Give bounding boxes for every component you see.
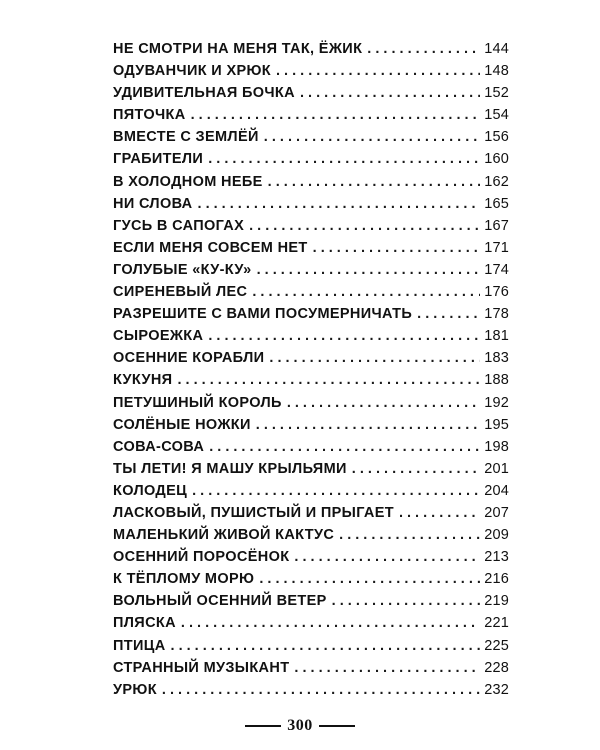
toc-entry [113, 417, 509, 439]
toc-entry-title: УДИВИТЕЛЬНАЯ БОЧКА [113, 85, 295, 102]
dot-leader [259, 571, 480, 587]
toc-entry [113, 240, 509, 262]
toc-entry-title: СОЛЁНЫЕ НОЖКИ [113, 416, 251, 433]
toc-entry [113, 615, 509, 637]
toc-entry-page: 195 [484, 416, 509, 433]
dot-leader [417, 306, 480, 322]
toc-entry-page: 183 [484, 350, 509, 367]
toc-entry [113, 638, 509, 660]
toc-entry [113, 593, 509, 615]
toc-entry-title: УРЮК [113, 681, 157, 698]
toc-entry [113, 505, 509, 527]
dot-leader [339, 527, 480, 543]
dot-leader [276, 63, 480, 79]
page-number: 300 [287, 717, 313, 734]
dot-leader [192, 483, 480, 499]
toc-entry-page: 167 [484, 217, 509, 234]
page-footer [0, 717, 600, 735]
toc-entry-title: ТЫ ЛЕТИ! Я МАШУ КРЫЛЬЯМИ [113, 460, 347, 477]
toc-entry-page: 201 [484, 460, 509, 477]
toc-entry-title: В ХОЛОДНОМ НЕБЕ [113, 173, 263, 190]
toc-entry-title: ОСЕННИЕ КОРАБЛИ [113, 350, 265, 367]
toc-entry [113, 549, 509, 571]
toc-entry [113, 63, 509, 85]
toc-entry [113, 571, 509, 593]
dot-leader [313, 240, 481, 256]
dot-leader [352, 461, 480, 477]
dot-leader [367, 41, 480, 57]
dot-leader [287, 395, 480, 411]
toc-entry-page: 152 [484, 85, 509, 102]
toc-entry-page: 232 [484, 681, 509, 698]
dot-leader [177, 372, 480, 388]
toc-entry-title: ПТИЦА [113, 637, 166, 654]
toc-entry [113, 461, 509, 483]
toc-entry-page: 221 [484, 615, 509, 632]
toc-entry-page: 198 [484, 438, 509, 455]
toc-entry-title: СОВА-СОВА [113, 438, 205, 455]
toc-entry [113, 107, 509, 129]
dot-leader [252, 284, 480, 300]
toc-entry-title: ЕСЛИ МЕНЯ СОВСЕМ НЕТ [113, 239, 308, 256]
toc-entry-page: 225 [484, 637, 509, 654]
toc-entry-title: ЛАСКОВЫЙ, ПУШИСТЫЙ И ПРЫГАЕТ [113, 504, 394, 521]
toc-entry [113, 350, 509, 372]
dot-leader [264, 129, 480, 145]
toc-entry-page: 148 [484, 63, 509, 80]
dot-leader [332, 593, 481, 609]
toc-entry-page: 219 [484, 593, 509, 610]
toc-entry-title: СЫРОЕЖКА [113, 328, 204, 345]
toc-entry [113, 439, 509, 461]
dot-leader [256, 417, 480, 433]
dot-leader [162, 682, 480, 698]
toc-entry [113, 682, 509, 704]
toc-entry [113, 328, 509, 350]
toc-entry [113, 174, 509, 196]
dot-leader [208, 328, 480, 344]
folio-dash-right [319, 725, 355, 727]
toc-entry-page: 162 [484, 173, 509, 190]
toc-entry-title: КОЛОДЕЦ [113, 482, 188, 499]
toc-entry-title: КУКУНЯ [113, 372, 173, 389]
toc-entry-title: ПЛЯСКА [113, 615, 176, 632]
dot-leader [294, 549, 480, 565]
toc-entry-title: ГОЛУБЫЕ «КУ-КУ» [113, 261, 252, 278]
toc-entry [113, 284, 509, 306]
toc-entry-title: ОСЕННИЙ ПОРОСЁНОК [113, 549, 290, 566]
toc-entry [113, 262, 509, 284]
toc-entry [113, 306, 509, 328]
toc-entry-page: 171 [484, 239, 509, 256]
toc-entry-page: 144 [484, 41, 509, 57]
toc-entry-title: ПЕТУШИНЫЙ КОРОЛЬ [113, 394, 282, 411]
dot-leader [294, 660, 480, 676]
dot-leader [181, 615, 480, 631]
toc-entry [113, 483, 509, 505]
toc-entry-title: РАЗРЕШИТЕ С ВАМИ ПОСУМЕРНИЧАТЬ [113, 306, 413, 323]
toc-entry-page: 178 [484, 306, 509, 323]
toc-entry-title: МАЛЕНЬКИЙ ЖИВОЙ КАКТУС [113, 527, 335, 544]
toc-entry-page: 165 [484, 195, 509, 212]
dot-leader [249, 218, 480, 234]
dot-leader [208, 151, 480, 167]
toc-entry [113, 372, 509, 394]
toc-entry-page: 160 [484, 151, 509, 168]
toc-entry [113, 395, 509, 417]
folio-dash-left [245, 725, 281, 727]
toc-entry [113, 660, 509, 682]
toc-entry-title: К ТЁПЛОМУ МОРЮ [113, 571, 255, 588]
toc-entry-title: СИРЕНЕВЫЙ ЛЕС [113, 284, 248, 301]
toc-entry [113, 129, 509, 151]
table-of-contents [113, 41, 509, 704]
toc-entry-title: НЕ СМОТРИ НА МЕНЯ ТАК, ЁЖИК [113, 41, 363, 57]
toc-entry-page: 192 [484, 394, 509, 411]
dot-leader [198, 196, 481, 212]
dot-leader [191, 107, 481, 123]
dot-leader [209, 439, 480, 455]
toc-entry [113, 218, 509, 240]
toc-entry-page: 174 [484, 261, 509, 278]
toc-entry-title: СТРАННЫЙ МУЗЫКАНТ [113, 659, 290, 676]
toc-entry-page: 213 [484, 549, 509, 566]
toc-entry [113, 85, 509, 107]
toc-entry-title: ВМЕСТЕ С ЗЕМЛЁЙ [113, 129, 259, 146]
toc-entry-page: 154 [484, 107, 509, 124]
toc-entry-page: 176 [484, 284, 509, 301]
toc-entry-page: 204 [484, 482, 509, 499]
toc-entry-title: ОДУВАНЧИК И ХРЮК [113, 63, 271, 80]
toc-entry-page: 216 [484, 571, 509, 588]
dot-leader [257, 262, 481, 278]
dot-leader [399, 505, 480, 521]
toc-entry [113, 151, 509, 173]
toc-entry-page: 156 [484, 129, 509, 146]
toc-entry-title: ГРАБИТЕЛИ [113, 151, 204, 168]
dot-leader [268, 174, 481, 190]
toc-entry-title: ПЯТОЧКА [113, 107, 186, 124]
toc-entry-page: 181 [484, 328, 509, 345]
toc-entry [113, 527, 509, 549]
toc-entry-title: НИ СЛОВА [113, 195, 193, 212]
dot-leader [300, 85, 480, 101]
toc-entry-title: ГУСЬ В САПОГАХ [113, 217, 245, 234]
toc-entry-title: ВОЛЬНЫЙ ОСЕННИЙ ВЕТЕР [113, 593, 327, 610]
toc-entry-page: 188 [484, 372, 509, 389]
dot-leader [171, 638, 481, 654]
toc-entry-page: 228 [484, 659, 509, 676]
toc-entry [113, 196, 509, 218]
toc-entry [113, 41, 509, 63]
toc-entry-page: 209 [484, 527, 509, 544]
toc-entry-page: 207 [484, 504, 509, 521]
dot-leader [269, 350, 480, 366]
